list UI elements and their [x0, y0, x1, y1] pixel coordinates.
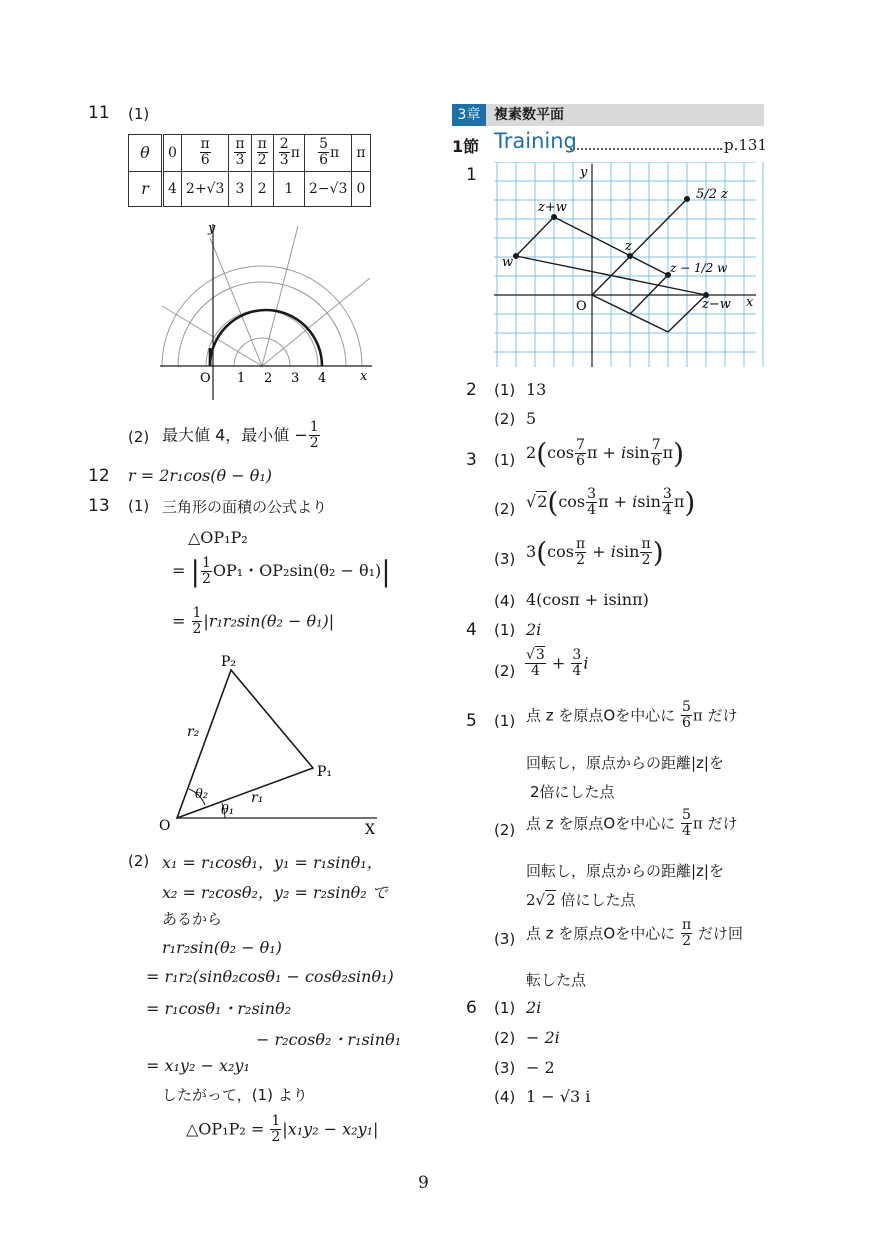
label-w: w — [502, 255, 514, 270]
tick-label: 3 — [291, 371, 300, 386]
label-r1: r₁ — [251, 790, 264, 806]
q13-l9: したがって，(1) より — [162, 1086, 308, 1104]
q5-a1-line2: 回転し，原点からの距離|z|を — [526, 754, 724, 772]
q6-a3-label: (3) — [494, 1059, 516, 1077]
q4-a1: 2i — [526, 620, 542, 639]
table-cell: 4 — [163, 171, 182, 206]
q13-l8: = x₁y₂ − x₂y₁ — [146, 1056, 250, 1075]
q4-a2-label: (2) — [494, 662, 516, 680]
q3-a4: 4(cosπ + isinπ) — [526, 590, 649, 609]
polar-graph — [150, 218, 390, 403]
q5-a2-line3: 2√2 倍にした点 — [526, 891, 636, 909]
q3-a4-label: (4) — [494, 592, 516, 610]
q3-a2-label: (2) — [494, 500, 516, 518]
label-r2: r₂ — [187, 724, 200, 740]
q3-number: 3 — [466, 450, 477, 470]
q4-a2: $\frac{√3}{4}$ + $\frac{3}{4}$ i — [526, 647, 589, 680]
q4-number: 4 — [466, 620, 477, 640]
q2-a1: 13 — [526, 380, 547, 399]
table-head-theta: θ — [129, 135, 163, 172]
page-number: 9 — [418, 1173, 429, 1193]
q5-a1-label: (1) — [494, 712, 516, 730]
x-axis-label: x — [360, 369, 368, 384]
label-X: X — [365, 822, 375, 838]
q12-number: 12 — [88, 466, 110, 486]
table-cell: 1 — [273, 171, 304, 206]
section-leader-dots — [570, 148, 722, 150]
q2-a1-label: (1) — [494, 381, 516, 399]
table-cell: $\frac{2}{3}$ π — [273, 135, 304, 172]
q12-answer: r = 2r₁cos(θ − θ₁) — [128, 466, 273, 485]
q13-l1: x₁ = r₁cosθ₁，y₁ = r₁sinθ₁， — [162, 853, 383, 872]
q13-line4: = $\frac{1}{2}$ |r₁r₂sin(θ₂ − θ₁)| — [172, 605, 335, 638]
tick-label: 2 — [264, 371, 273, 386]
q5-number: 5 — [466, 711, 477, 731]
table-cell: 3 — [229, 171, 251, 206]
q13-number: 13 — [88, 496, 110, 516]
q6-a4-label: (4) — [494, 1088, 516, 1106]
q13-l4: r₁r₂sin(θ₂ − θ₁) — [162, 938, 282, 957]
table-cell: π — [352, 135, 370, 172]
label-five-half-z: 5/2 z — [696, 187, 728, 202]
origin-label: O — [200, 371, 211, 386]
label-z: z — [625, 239, 632, 254]
q13-l2: x₂ = r₂cosθ₂，y₂ = r₂sinθ₂ で — [162, 883, 388, 902]
q5-a2-label: (2) — [494, 821, 516, 839]
q11-sub1-label: (1) — [128, 105, 150, 123]
table-cell: 2 — [251, 171, 273, 206]
q13-line2: △OP₁P₂ — [188, 528, 248, 547]
q11-answer2: 最大値 4，最小値 − $\frac{1}{2}$ — [162, 419, 319, 452]
q3-a1-label: (1) — [494, 451, 516, 469]
grid-y-label: y — [580, 165, 588, 180]
label-z-minus-w: z−w — [702, 297, 731, 312]
table-cell: 2−√3 — [304, 171, 351, 206]
grid-x-label: x — [746, 295, 754, 310]
q6-a3: − 2 — [526, 1058, 555, 1077]
q3-a3: 3(cos $\frac{\pi}{2}$ + isin $\frac{\pi}{2}$ ) — [526, 535, 664, 569]
label-theta1: θ₁ — [221, 803, 235, 818]
label-O: O — [159, 818, 171, 834]
q3-a1: 2(cos $\frac{7}{6}$ π + isin $\frac{7}{6}$ π) — [526, 436, 685, 470]
triangle-figure — [155, 648, 395, 843]
tick-label: 1 — [237, 371, 246, 386]
q5-a2-line2: 回転し，原点からの距離|z|を — [526, 862, 724, 880]
label-theta2: θ₂ — [195, 787, 209, 802]
section-title: Training — [494, 129, 577, 153]
table-cell: 0 — [352, 171, 370, 206]
q13-sub1-label: (1) — [128, 497, 150, 515]
complex-plane-grid — [494, 162, 764, 367]
label-P1: P₁ — [317, 764, 333, 780]
table-cell: $\frac{\pi}{2}$ — [251, 135, 273, 172]
q6-a1-label: (1) — [494, 999, 516, 1017]
grid-origin-label: O — [576, 299, 587, 314]
q2-number: 2 — [466, 380, 477, 400]
q13-l3: あるから — [162, 910, 223, 928]
table-cell: $\frac{5}{6}$ π — [304, 135, 351, 172]
q4-a1-label: (1) — [494, 621, 516, 639]
section-page: p.131 — [724, 136, 768, 154]
table-cell: 0 — [163, 135, 182, 172]
table-row-r — [129, 171, 371, 206]
polar-value-table — [128, 134, 371, 207]
q2-a2: 5 — [526, 409, 537, 428]
q11-answer2-text: 最大値 4，最小値 − — [162, 425, 308, 445]
q6-number: 6 — [466, 998, 477, 1018]
q3-a3-label: (3) — [494, 550, 516, 568]
q5-a3-line2: 転した点 — [526, 971, 587, 989]
q1-number: 1 — [466, 165, 477, 185]
q6-a2-label: (2) — [494, 1029, 516, 1047]
q13-l6: = r₁cosθ₁・r₂sinθ₂ — [146, 999, 292, 1018]
q5-a1-line1: 点 z を原点Oを中心に $\frac{5}{6}$ π だけ — [526, 699, 738, 732]
q13-l5: = r₁r₂(sinθ₂cosθ₁ − cosθ₂sinθ₁) — [146, 967, 394, 986]
q5-a3-label: (3) — [494, 930, 516, 948]
y-axis-label: y — [208, 221, 216, 236]
chapter-number: 3章 — [452, 104, 486, 126]
q13-sub2-label: (2) — [128, 852, 150, 870]
chapter-title: 複素数平面 — [494, 107, 564, 123]
q11-sub2-label: (2) — [128, 428, 150, 446]
section-number: 1節 — [452, 137, 480, 156]
q6-a1: 2i — [526, 998, 542, 1017]
q13-line1: 三角形の面積の公式より — [162, 498, 328, 516]
table-cell: $\frac{\pi}{6}$ — [181, 135, 228, 172]
table-head-r: r — [129, 171, 163, 206]
q3-a2: √2(cos $\frac{3}{4}$ π + isin $\frac{3}{4}$ π) — [526, 485, 696, 519]
table-row-theta — [129, 135, 371, 172]
q5-a2-line1: 点 z を原点Oを中心に $\frac{5}{4}$ π だけ — [526, 807, 738, 840]
q5-a1-line3: 2倍にした点 — [530, 783, 615, 801]
label-z-minus-half-w: z − 1/2 w — [670, 261, 728, 275]
q13-line3: = | $\frac{1}{2}$ OP₁・OP₂sin(θ₂ − θ₁)| — [172, 554, 391, 588]
tick-label: 4 — [318, 371, 327, 386]
q13-l10: △OP₁P₂ = $\frac{1}{2}$ |x₁y₂ − x₂y₁| — [186, 1113, 379, 1146]
table-cell: 2+√3 — [181, 171, 228, 206]
q5-a3-line1: 点 z を原点Oを中心に $\frac{\pi}{2}$ だけ回 — [526, 917, 743, 950]
label-z-plus-w: z+w — [538, 200, 567, 215]
table-cell: $\frac{\pi}{3}$ — [229, 135, 251, 172]
q6-a4: 1 − √3 i — [526, 1087, 591, 1106]
label-P2: P₂ — [221, 654, 237, 670]
q2-a2-label: (2) — [494, 410, 516, 428]
q6-a2: − 2i — [526, 1028, 560, 1047]
q13-l7: − r₂cosθ₂・r₁sinθ₁ — [256, 1030, 402, 1049]
q11-number: 11 — [88, 103, 110, 123]
